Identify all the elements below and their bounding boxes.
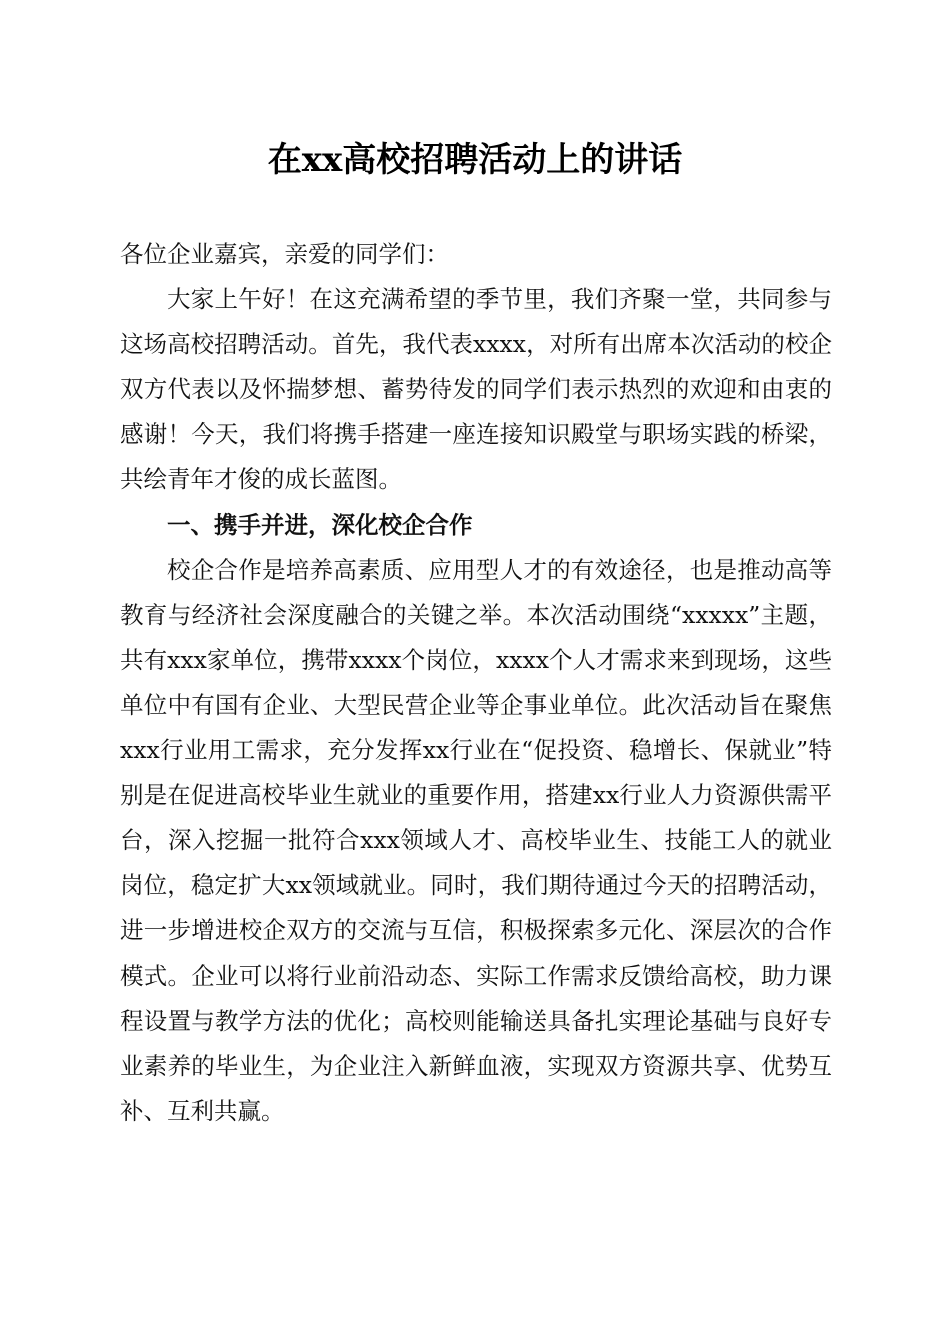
- document-title: 在xx高校招聘活动上的讲话: [267, 140, 683, 180]
- section-1-paragraph: 校企合作是培养高素质、应用型人才的有效途径，也是推动高等教育与经济社会深度融合的关键之举。本次活动围绕“xxxxx”主题，共有xxx家单位，携带xxxx个岗位，xxxx个人才需求来到现场，这些单位中有国有企业、大型民营企业等企事业单位。此次活动旨在聚焦xxx行业用工需求，充分发挥xx行业在“促投资、稳增长、保就业”特别是在促进高校毕业生就业的重要作用，搭建xx行业人力资源供需平台，深入挖掘一批符合xxx领域人才、高校毕业生、技能工人的就业岗位，稳定扩大xx领域就业。同时，我们期待通过今天的招聘活动，进一步增进校企双方的交流与互信，积极探索多元化、深层次的合作模式。企业可以将行业前沿动态、实际工作需求反馈给高校，助力课程设置与教学方法的优化；高校则能输送具备扎实理论基础与良好专业素养的毕业生，为企业注入新鲜血液，实现双方资源共享、优势互补、互利共赢。: [120, 555, 832, 1125]
- document-body: [120, 232, 832, 1134]
- section-heading-1: 一、携手并进，深化校企合作: [167, 510, 473, 539]
- salutation: 各位企业嘉宾，亲爱的同学们：: [120, 240, 449, 268]
- intro-paragraph: 大家上午好！在这充满希望的季节里，我们齐聚一堂，共同参与这场高校招聘活动。首先，我代表xxxx，对所有出席本次活动的校企双方代表以及怀揣梦想、蓄势待发的同学们表示热烈的欢迎和由衷的感谢！今天，我们将携手搭建一座连接知识殿堂与职场实践的桥梁，共绘青年才俊的成长蓝图。: [120, 285, 832, 494]
